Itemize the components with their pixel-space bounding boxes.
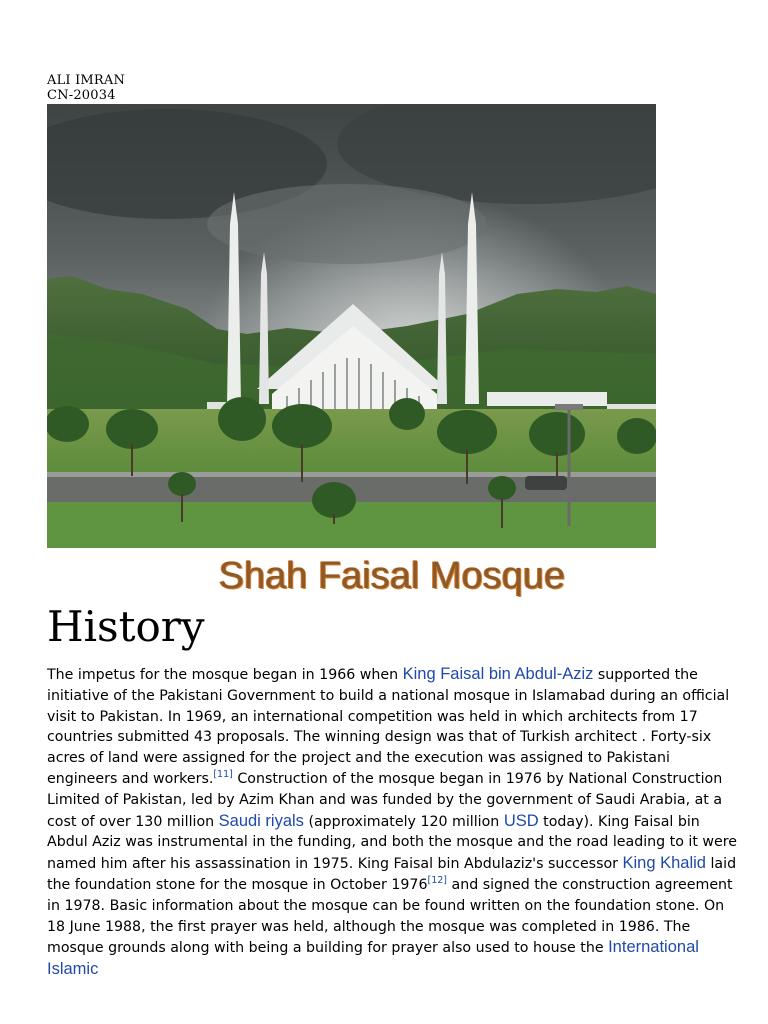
- link-king-faisal[interactable]: King Faisal bin Abdul-Aziz: [402, 665, 594, 683]
- text-segment: Construction of the mosque began in 1976 by National Construction Limited of Pakistan, led by Azim Khan and was funded by the government of Saudi Arabia, at a cost of over 130 million: [47, 770, 723, 830]
- text-segment: (approximately 120 million: [303, 813, 504, 830]
- photo-caption: Shah Faisal Mosque: [218, 555, 566, 597]
- text-segment: today). King Faisal bin Abdul Aziz was instrumental in the funding, and both the mosque and the road leading to it were named him after his assassination in 1975. King Faisal bin Abdulaziz's successor: [47, 813, 737, 873]
- text-segment: and signed the construction agreement in 1978. Basic information about the mosque can be found written on the foundation stone. On 18 June 1988, the first prayer was held, although the mosque was completed in 1986. The mosque grounds along with being a building for prayer also used to house the: [47, 876, 733, 957]
- section-heading: History: [47, 602, 205, 651]
- reference-12-link[interactable]: [12]: [427, 874, 447, 886]
- link-international-islamic[interactable]: International Islamic: [47, 938, 699, 979]
- text-segment: The impetus for the mosque began in 1966 when: [47, 667, 403, 683]
- history-paragraph: [47, 664, 737, 981]
- link-usd[interactable]: USD: [503, 811, 539, 830]
- author-block: [47, 73, 125, 103]
- reference-11-link[interactable]: [11]: [213, 768, 233, 780]
- link-king-khalid[interactable]: King Khalid: [622, 854, 706, 873]
- text-segment: supported the initiative of the Pakistani Government to build a national mosque in Islamabad during an official visit to Pakistan. In 1969, an international competition was held in which architects from 17 countries submitted 43 proposals. The winning design was that of Turkish architect . Forty-six acres of land were assigned for the project and the execution was assigned to Pakistani engineers and workers.: [47, 667, 730, 787]
- author-id: CN-20034: [47, 88, 116, 103]
- link-saudi-riyals[interactable]: Saudi riyals: [218, 811, 304, 830]
- text-segment: laid the foundation stone for the mosque in October 1976: [47, 856, 737, 893]
- author-name: ALI IMRAN: [47, 73, 126, 88]
- mosque-photo: [47, 104, 656, 548]
